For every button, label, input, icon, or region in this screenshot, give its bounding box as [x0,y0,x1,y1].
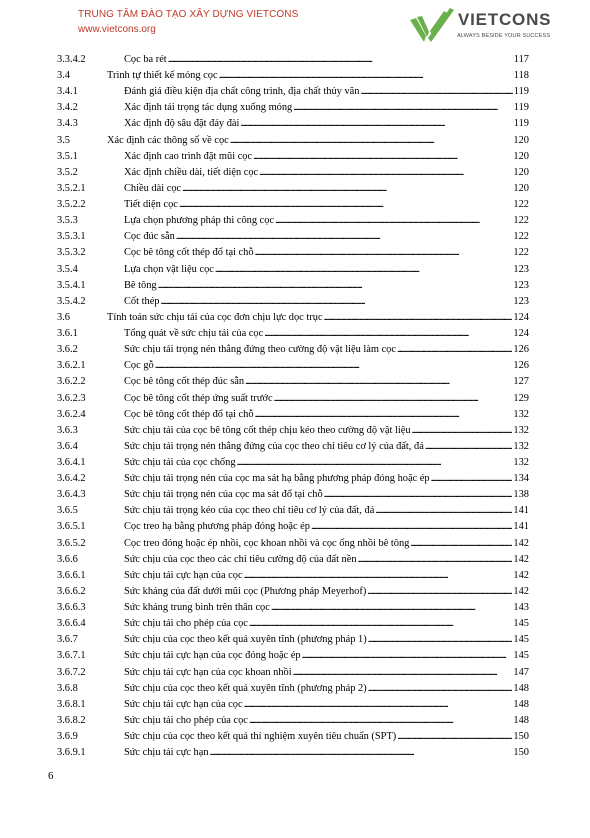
toc-page-number: 138 [513,489,529,501]
toc-title: Cọc bê tông cốt thép đổ tại chỗ [124,408,254,420]
toc-title: Sức chịu tải cho phép của cọc [124,618,248,630]
toc-row[interactable] [0,665,590,681]
toc-entry [124,503,529,519]
toc-entry [124,52,529,68]
toc-entry [124,358,529,374]
toc-section-number: 3.6.6 [57,553,78,565]
org-name: TRUNG TÂM ĐÀO TẠO XÂY DỰNG VIETCONS [78,9,299,20]
toc-row[interactable] [0,245,590,261]
toc-row[interactable] [0,423,590,439]
toc-row[interactable] [0,697,590,713]
toc-dot-leader [245,374,512,390]
toc-section-number: 3.6.5.2 [57,537,86,549]
toc-title: Tổng quát về sức chịu tải của cọc [124,328,264,340]
toc-section-number: 3.6.6.1 [57,569,86,581]
toc-section-number: 3.6.2.4 [57,408,86,420]
toc-dot-leader [253,149,512,165]
toc-page-number: 145 [513,618,529,630]
toc-entry [124,229,529,245]
toc-section-number: 3.5.3 [57,215,78,227]
toc-entry [124,584,529,600]
toc-entry [124,729,529,745]
toc-title: Sức chịu của cọc theo kết quả xuyên tĩnh (phương pháp 2) [124,682,367,694]
logo-text: VIETCONS [458,10,552,29]
toc-page-number: 147 [513,666,529,678]
toc-entry [124,536,529,552]
toc-page-number: 141 [513,505,529,517]
toc-entry [124,616,529,632]
toc-row[interactable] [0,84,590,100]
toc-page-number: 150 [513,747,529,759]
toc-title: Sức chịu tải cực hạn [124,747,209,759]
toc-section-number: 3.6.4.2 [57,473,86,485]
toc-row[interactable] [0,326,590,342]
toc-row[interactable] [0,68,590,84]
logo-slogan: ALWAYS BESIDE YOUR SUCCESS [457,33,551,39]
toc-entry [124,262,529,278]
toc-entry [124,278,529,294]
toc-title: Cọc gỗ [124,360,154,372]
toc-entry [124,423,529,439]
toc-title: Cọc bê tông cốt thép đổ tại chỗ [124,247,254,259]
toc-row[interactable] [0,165,590,181]
toc-entry [124,600,529,616]
toc-page-number: 122 [513,215,529,227]
toc-dot-leader [358,552,513,568]
toc-entry [124,632,529,648]
toc-title: Sức chịu của cọc theo kết quả thí nghiệm xuyên tiêu chuẩn (SPT) [124,731,397,743]
toc-dot-leader [161,294,513,310]
toc-title: Sức chịu tải cực hạn của cọc đóng hoặc ép [124,650,301,662]
toc-page-number: 148 [513,698,529,710]
toc-row[interactable] [0,568,590,584]
toc-page-number: 117 [513,54,529,65]
toc-dot-leader [275,213,512,229]
toc-title: Chiều dài cọc [124,182,182,194]
toc-dot-leader [155,358,513,374]
toc-title: Sức chịu tải trọng kéo của cọc theo chỉ tiêu cơ lý của đất, đá [124,505,375,517]
toc-entry [124,407,529,423]
toc-page-number: 150 [513,731,529,743]
toc-section-number: 3.6.6.4 [57,618,86,630]
toc-section-number: 3.6.4.3 [57,489,86,501]
toc-page-number: 120 [513,150,529,162]
toc-page-number: 145 [513,650,529,662]
toc-title: Xác định tải trọng tác dụng xuống móng [124,102,293,114]
toc-page-number: 126 [513,344,529,356]
toc-page-number: 123 [513,295,529,307]
toc-dot-leader [255,245,513,261]
toc-title: Xác định chiều dài, tiết diện cọc [124,166,259,178]
toc-entry [124,326,529,342]
toc-title: Lựa chọn phương pháp thi công cọc [124,215,275,227]
toc-dot-leader [255,407,513,423]
toc-section-number: 3.6.8.2 [57,714,86,726]
toc-page-number: 132 [513,424,529,436]
toc-entry [124,713,529,729]
toc-row[interactable] [0,229,590,245]
toc-dot-leader [240,116,512,132]
toc-section-number: 3.3.4.2 [57,54,86,65]
toc-row[interactable] [0,133,590,149]
toc-page-number: 120 [513,166,529,178]
toc-dot-leader [244,568,513,584]
toc-section-number: 3.4 [57,70,70,82]
toc-dot-leader [182,181,512,197]
toc-row[interactable] [0,52,590,68]
toc-section-number: 3.6.6.3 [57,602,86,614]
toc-page-number: 124 [513,328,529,340]
toc-title: Sức chịu của cọc theo các chỉ tiêu cường độ của đất nền [124,553,357,565]
toc-dot-leader [431,471,513,487]
toc-row[interactable] [0,729,590,745]
toc-section-number: 3.5 [57,134,70,146]
toc-dot-leader [179,197,513,213]
toc-section-number: 3.6.8 [57,682,78,694]
toc-row[interactable] [0,455,590,471]
toc-row[interactable] [0,487,590,503]
toc-section-number: 3.6.9 [57,731,78,743]
toc-entry [124,116,529,132]
toc-dot-leader [158,278,513,294]
toc-entry [124,519,529,535]
toc-section-number: 3.5.3.1 [57,231,86,243]
toc-dot-leader [249,713,512,729]
page-number: 6 [48,770,54,782]
toc-row[interactable] [0,358,590,374]
toc-dot-leader [168,52,513,68]
toc-row[interactable] [0,197,590,213]
toc-page-number: 118 [513,70,529,82]
toc-section-number: 3.5.2.1 [57,182,86,194]
toc-entry [124,681,529,697]
toc-row[interactable] [0,648,590,664]
toc-title: Xác định cao trình đặt mũi cọc [124,150,253,162]
toc-section-number: 3.6.3 [57,424,78,436]
toc-page-number: 123 [513,263,529,275]
toc-section-number: 3.4.2 [57,102,78,114]
toc-title: Sức chịu tải cho phép của cọc [124,714,248,726]
toc-dot-leader [210,745,513,761]
toc-title: Sức chịu tải trọng nén thẳng đứng của cọc theo chỉ tiêu cơ lý của đất, đá [124,440,424,452]
toc-dot-leader [368,632,513,648]
toc-page-number: 120 [513,182,529,194]
toc-dot-leader [324,487,513,503]
toc-entry [124,665,529,681]
toc-row[interactable] [0,471,590,487]
toc-entry [124,697,529,713]
toc-dot-leader [375,503,512,519]
toc-row[interactable] [0,342,590,358]
toc-page-number: 142 [513,537,529,549]
toc-page-number: 132 [513,408,529,420]
toc-section-number: 3.6.7.2 [57,666,86,678]
toc-row[interactable] [0,262,590,278]
toc-row[interactable] [0,391,590,407]
toc-title: Xác định các thông số về cọc [107,134,229,146]
toc-page-number: 124 [513,311,529,323]
toc-entry [124,745,529,761]
toc-section-number: 3.6.7 [57,634,78,646]
toc-dot-leader [367,584,512,600]
toc-row[interactable] [0,181,590,197]
toc-row[interactable] [0,503,590,519]
toc-entry [124,455,529,471]
toc-title: Cọc treo hạ bằng phương pháp đóng hoặc ép [124,521,310,533]
toc-row[interactable] [0,632,590,648]
toc-entry [124,149,529,165]
toc-entry [107,133,529,149]
toc-dot-leader [274,391,513,407]
toc-section-number: 3.6.5.1 [57,521,86,533]
toc-page-number: 142 [513,553,529,565]
toc-entry [124,197,529,213]
toc-entry [124,439,529,455]
toc-dot-leader [215,262,513,278]
toc-section-number: 3.5.3.2 [57,247,86,259]
toc-title: Xác định độ sâu đặt đáy đài [124,118,240,130]
toc-page-number: 134 [513,473,529,485]
toc-title: Sức chịu tải của cọc bê tông cốt thép chịu kéo theo cường độ vật liệu [124,424,411,436]
toc-entry [107,68,529,84]
toc-entry [124,374,529,390]
toc-row[interactable] [0,519,590,535]
toc-entry [124,471,529,487]
toc-dot-leader [360,84,512,100]
toc-title: Cốt thép [124,295,160,307]
toc-page-number: 127 [513,376,529,388]
toc-dot-leader [311,519,512,535]
toc-section-number: 3.5.1 [57,150,78,162]
toc-dot-leader [293,665,513,681]
toc-dot-leader [425,439,513,455]
toc-row[interactable] [0,536,590,552]
toc-entry [124,213,529,229]
toc-page-number: 119 [513,118,529,130]
toc-page-number: 142 [513,569,529,581]
toc-page-number: 132 [513,440,529,452]
toc-title: Lựa chọn vật liệu cọc [124,263,214,275]
toc-section-number: 3.5.4.1 [57,279,86,291]
toc-section-number: 3.6.2.3 [57,392,86,404]
toc-row[interactable] [0,310,590,326]
toc-entry [124,84,529,100]
toc-dot-leader [410,536,512,552]
toc-title: Sức chịu tải cực hạn của cọc khoan nhồi [124,666,292,678]
toc-page-number: 119 [513,102,529,114]
toc-dot-leader [237,455,513,471]
toc-row[interactable] [0,278,590,294]
toc-section-number: 3.5.4.2 [57,295,86,307]
toc-section-number: 3.6.8.1 [57,698,86,710]
vietcons-checkmark-logo-icon [408,6,456,46]
toc-row[interactable] [0,374,590,390]
toc-title: Sức chịu tải của cọc chống [124,457,236,468]
toc-page-number: 122 [513,199,529,211]
toc-row[interactable] [0,745,590,761]
toc-page-number: 148 [513,714,529,726]
toc-dot-leader [324,310,513,326]
toc-row[interactable] [0,213,590,229]
toc-dot-leader [244,697,513,713]
toc-section-number: 3.4.3 [57,118,78,130]
toc-dot-leader [412,423,513,439]
toc-dot-leader [368,681,513,697]
toc-section-number: 3.5.4 [57,263,78,275]
toc-section-number: 3.6.1 [57,328,78,340]
toc-title: Sức chịu tải cực hạn của cọc [124,569,243,581]
toc-section-number: 3.6.4.1 [57,457,86,468]
toc-row[interactable] [0,407,590,423]
toc-entry [124,568,529,584]
toc-page-number: 148 [513,682,529,694]
toc-title: Sức chịu tải trọng nén thẳng đứng theo cường độ vật liệu làm cọc [124,344,396,356]
toc-section-number: 3.6 [57,311,70,323]
toc-row[interactable] [0,616,590,632]
toc-dot-leader [264,326,512,342]
toc-dot-leader [293,100,513,116]
toc-section-number: 3.6.9.1 [57,747,86,759]
toc-entry [124,100,529,116]
toc-page-number: 122 [513,247,529,259]
toc-section-number: 3.4.1 [57,86,78,98]
toc-section-number: 3.5.2.2 [57,199,86,211]
toc-dot-leader [249,616,512,632]
toc-row[interactable] [0,552,590,568]
toc-page-number: 119 [513,86,529,98]
toc-page-number: 141 [513,521,529,533]
toc-row[interactable] [0,149,590,165]
toc-dot-leader [230,133,513,149]
toc-dot-leader [219,68,513,84]
toc-page-number: 132 [513,457,529,468]
toc-title: Sức chịu của cọc theo kết quả xuyên tĩnh (phương pháp 1) [124,634,367,646]
toc-title: Cọc treo đóng hoặc ép nhồi, cọc khoan nhồi và cọc ống nhồi bê tông [124,537,410,549]
toc-title: Sức chịu tải trọng nén của cọc ma sát đổ tại chỗ [124,489,323,501]
toc-title: Trình tự thiết kế móng cọc [107,70,218,82]
toc-entry [124,487,529,503]
page-header [0,0,590,52]
toc-entry [124,245,529,261]
toc-row[interactable] [0,681,590,697]
toc-page-number: 123 [513,279,529,291]
toc-row[interactable] [0,100,590,116]
toc-section-number: 3.6.5 [57,505,78,517]
toc-section-number: 3.6.6.2 [57,585,86,597]
toc-section-number: 3.6.2.1 [57,360,86,372]
toc-entry [124,181,529,197]
toc-dot-leader [397,342,512,358]
toc-row[interactable] [0,713,590,729]
toc-entry [124,552,529,568]
toc-title: Cọc bê tông cốt thép đúc sẵn [124,376,245,388]
toc-row[interactable] [0,294,590,310]
toc-title: Sức kháng trung bình trên thân cọc [124,602,270,614]
toc-page-number: 122 [513,231,529,243]
toc-page-number: 126 [513,360,529,372]
toc-title: Sức kháng của đất dưới mũi cọc (Phương pháp Meyerhof) [124,585,367,597]
toc-section-number: 3.6.2 [57,344,78,356]
toc-entry [124,648,529,664]
toc-title: Sức chịu tải trọng nén của cọc ma sát hạ bằng phương pháp đóng hoặc ép [124,473,430,485]
toc-page-number: 145 [513,634,529,646]
toc-title: Cọc bê tông cốt thép ứng suất trước [124,392,273,404]
toc-page-number: 120 [513,134,529,146]
toc-row[interactable] [0,584,590,600]
toc-page-number: 129 [513,392,529,404]
toc-section-number: 3.5.2 [57,166,78,178]
toc-dot-leader [271,600,513,616]
toc-title: Cọc đúc sẵn [124,231,175,243]
toc-title: Tiết diện cọc [124,199,178,211]
toc-section-number: 3.6.7.1 [57,650,86,662]
toc-title: Đánh giá điều kiện địa chất công trình, địa chất thủy văn [124,86,360,98]
toc-dot-leader [397,729,512,745]
toc-section-number: 3.6.2.2 [57,376,86,388]
toc-title: Bê tông [124,279,157,291]
toc-dot-leader [176,229,513,245]
toc-entry [107,310,529,326]
toc-dot-leader [259,165,512,181]
toc-row[interactable] [0,439,590,455]
website-link[interactable]: www.vietcons.org [78,24,156,35]
toc-entry [124,342,529,358]
toc-dot-leader [302,648,513,664]
toc-title: Cọc ba rét [124,54,167,65]
toc-page-number: 143 [513,602,529,614]
toc-section-number: 3.6.4 [57,440,78,452]
toc-entry [124,391,529,407]
toc-title: Sức chịu tải cực hạn của cọc [124,698,243,710]
toc-title: Tính toán sức chịu tải của cọc đơn chịu lực dọc trục [107,311,323,323]
toc-row[interactable] [0,600,590,616]
toc-row[interactable] [0,116,590,132]
toc-entry [124,165,529,181]
toc-entry [124,294,529,310]
toc-page-number: 142 [513,585,529,597]
